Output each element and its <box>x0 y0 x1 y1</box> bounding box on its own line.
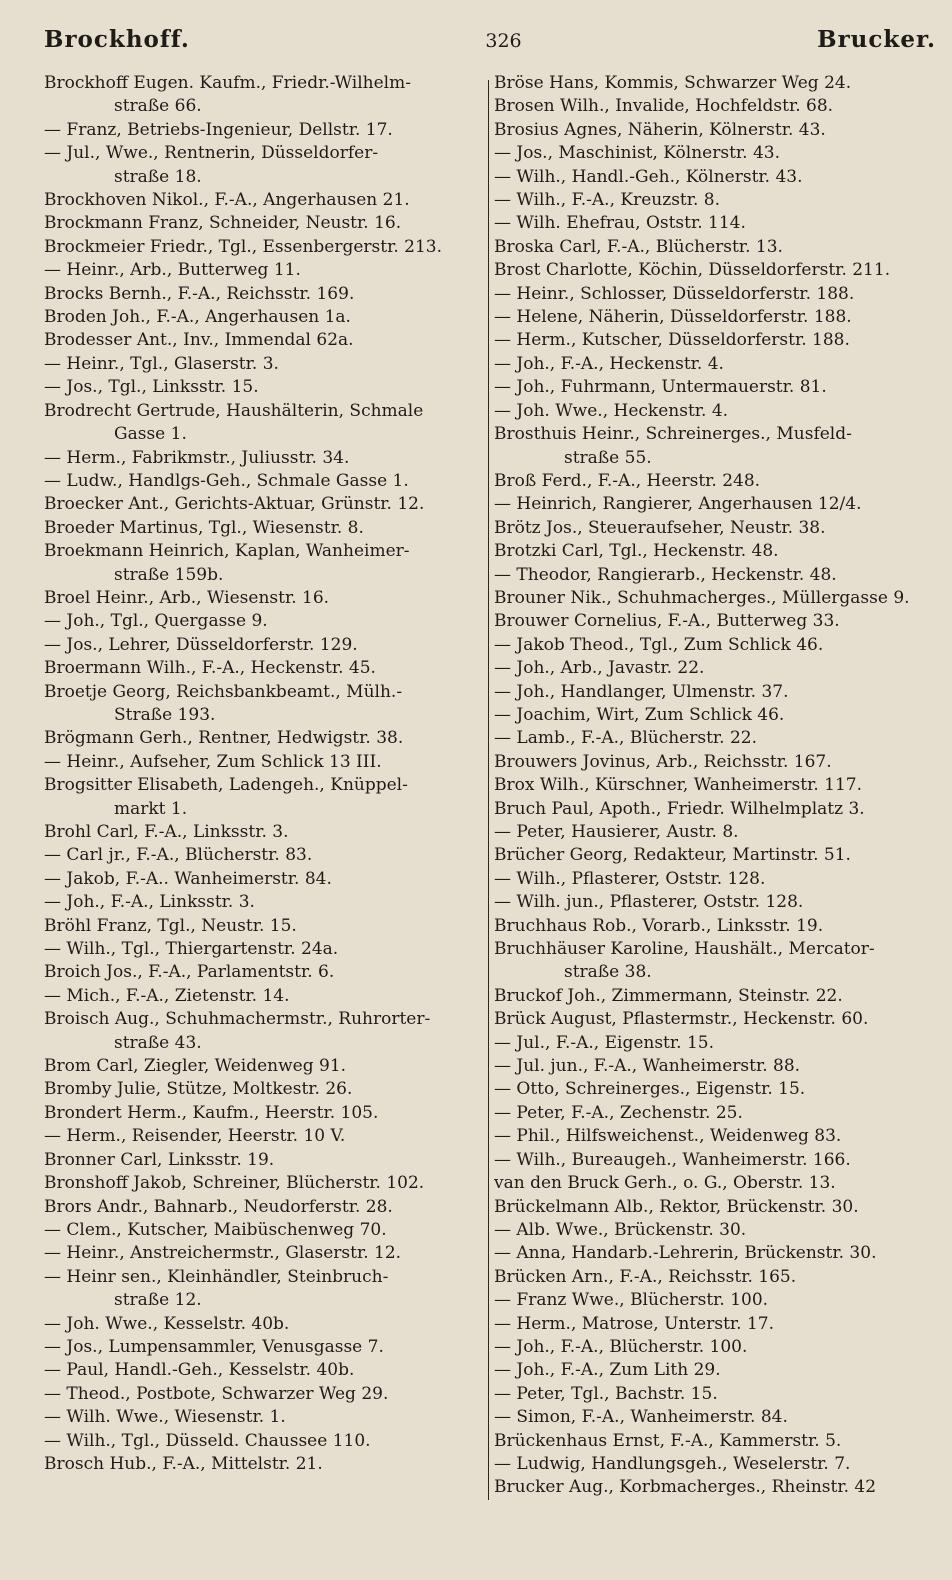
entry-text: — Joh., Fuhrmann, Untermauerstr. 81. <box>494 377 827 398</box>
entry-text: Brotzki Carl, Tgl., Heckenstr. 48. <box>494 541 779 562</box>
entry-text: Brockhoff Eugen. Kaufm., Friedr.-Wilhelm- <box>44 73 411 93</box>
entry-text: — Jakob Theod., Tgl., Zum Schlick 46. <box>494 634 824 655</box>
entry-text: — Carl jr., F.-A., Blücherstr. 83. <box>44 845 313 866</box>
entry-text: Broich Jos., F.-A., Parlamentstr. 6. <box>44 962 335 983</box>
entry-text: — Ludwig, Handlungsgeh., Weselerstr. 7. <box>494 1453 851 1474</box>
entry-continuation: straße 66. <box>114 96 202 117</box>
directory-entry <box>494 821 936 844</box>
directory-entry <box>494 1359 936 1382</box>
entry-text: Bronner Carl, Linksstr. 19. <box>44 1149 275 1170</box>
entry-text: — Lamb., F.-A., Blücherstr. 22. <box>494 728 758 749</box>
entry-text: — Heinr sen., Kleinhändler, Steinbruch- <box>44 1266 389 1287</box>
directory-entry <box>44 938 470 961</box>
directory-entry <box>44 961 470 984</box>
entry-text: — Heinrich, Rangierer, Angerhausen 12/4. <box>494 494 862 515</box>
directory-entry <box>494 798 936 821</box>
entry-text: — Joh., F.-A., Blücherstr. 100. <box>494 1336 748 1357</box>
entry-text: — Joachim, Wirt, Zum Schlick 46. <box>494 704 785 725</box>
entry-text: — Wilh., Tgl., Thiergartenstr. 24a. <box>44 939 339 960</box>
entry-text: — Jos., Maschinist, Kölnerstr. 43. <box>494 143 781 164</box>
entry-text: — Herm., Matrose, Unterstr. 17. <box>494 1313 775 1334</box>
entry-text: — Peter, F.-A., Zechenstr. 25. <box>494 1102 743 1123</box>
directory-entry <box>44 681 470 728</box>
directory-entry <box>494 1266 936 1289</box>
entry-text: — Theod., Postbote, Schwarzer Weg 29. <box>44 1383 389 1404</box>
directory-entry <box>44 493 470 516</box>
directory-entry <box>494 540 936 563</box>
directory-entry <box>494 774 936 797</box>
directory-entry <box>44 634 470 657</box>
directory-entry <box>494 329 936 352</box>
directory-entry <box>44 119 470 142</box>
left-column <box>44 72 482 1500</box>
directory-entry <box>44 891 470 914</box>
directory-entry <box>44 353 470 376</box>
entry-text: Bronshoff Jakob, Schreiner, Blücherstr. 102. <box>44 1173 425 1194</box>
entry-text: — Peter, Tgl., Bachstr. 15. <box>494 1383 718 1404</box>
directory-entry <box>44 283 470 306</box>
directory-entry <box>44 1172 470 1195</box>
entry-text: Brohl Carl, F.-A., Linksstr. 3. <box>44 822 289 842</box>
directory-entry <box>44 1336 470 1359</box>
directory-entry <box>44 1055 470 1078</box>
directory-entry <box>494 1289 936 1312</box>
directory-entry <box>44 1242 470 1265</box>
entry-text: — Heinr., Anstreichermstr., Glaserstr. 12. <box>44 1243 402 1264</box>
entry-text: Broden Joh., F.-A., Angerhausen 1a. <box>44 307 351 328</box>
entry-text: Brücher Georg, Redakteur, Martinstr. 51. <box>494 845 851 866</box>
directory-entry <box>494 119 936 142</box>
directory-entry <box>494 1008 936 1031</box>
directory-entry <box>494 189 936 212</box>
entry-text: van den Bruck Gerh., o. G., Oberstr. 13. <box>494 1173 836 1194</box>
entry-text: Broekmann Heinrich, Kaplan, Wanheimer- <box>44 541 410 562</box>
directory-entry <box>494 985 936 1008</box>
directory-entry <box>44 1219 470 1242</box>
header-left-keyword: Brockhoff. <box>44 26 190 53</box>
directory-entry <box>494 1313 936 1336</box>
entry-text: — Jos., Lumpensammler, Venusgasse 7. <box>44 1336 384 1357</box>
entry-text: Brück August, Pflastermstr., Heckenstr. 60. <box>494 1009 869 1030</box>
entry-text: — Phil., Hilfsweichenst., Weidenweg 83. <box>494 1126 842 1147</box>
directory-entry <box>494 1149 936 1172</box>
directory-entry <box>494 1196 936 1219</box>
entry-text: Brötz Jos., Steueraufseher, Neustr. 38. <box>494 517 826 538</box>
entry-text: Brückenhaus Ernst, F.-A., Kammerstr. 5. <box>494 1430 842 1451</box>
directory-entry <box>44 985 470 1008</box>
directory-entry <box>44 727 470 750</box>
entry-text: — Peter, Hausierer, Austr. 8. <box>494 822 739 842</box>
entry-text: — Jos., Lehrer, Düsseldorferstr. 129. <box>44 634 358 655</box>
entry-continuation: straße 12. <box>114 1290 202 1311</box>
directory-entry <box>494 610 936 633</box>
entry-text: — Jul. jun., F.-A., Wanheimerstr. 88. <box>494 1056 801 1077</box>
directory-entry <box>44 1453 470 1476</box>
entry-text: Brockhoven Nikol., F.-A., Angerhausen 21. <box>44 190 410 211</box>
directory-entry <box>44 236 470 259</box>
directory-entry <box>44 1149 470 1172</box>
directory-entry <box>494 1102 936 1125</box>
entry-text: Brögmann Gerh., Rentner, Hedwigstr. 38. <box>44 728 404 749</box>
entry-text: Bröhl Franz, Tgl., Neustr. 15. <box>44 915 297 936</box>
entry-text: — Joh., Tgl., Quergasse 9. <box>44 611 268 632</box>
directory-entry <box>494 1242 936 1265</box>
entry-text: Broermann Wilh., F.-A., Heckenstr. 45. <box>44 658 376 679</box>
column-divider <box>488 80 489 1500</box>
directory-entry <box>494 1383 936 1406</box>
directory-entry <box>494 657 936 680</box>
columns <box>44 72 936 1500</box>
right-column <box>482 72 936 1500</box>
entry-text: Brom Carl, Ziegler, Weidenweg 91. <box>44 1056 347 1077</box>
directory-entry <box>494 400 936 423</box>
entry-text: — Joh. Wwe., Heckenstr. 4. <box>494 400 729 421</box>
entry-text: — Franz Wwe., Blücherstr. 100. <box>494 1290 769 1311</box>
directory-entry <box>494 1430 936 1453</box>
directory-entry <box>44 517 470 540</box>
directory-entry <box>494 423 936 470</box>
entry-text: — Wilh. Ehefrau, Oststr. 114. <box>494 213 746 234</box>
entry-text: — Wilh., Tgl., Düsseld. Chaussee 110. <box>44 1430 371 1451</box>
entry-text: Brücken Arn., F.-A., Reichsstr. 165. <box>494 1266 797 1287</box>
directory-entry <box>44 657 470 680</box>
directory-entry <box>44 259 470 282</box>
directory-entry <box>494 1032 936 1055</box>
directory-entry <box>44 1266 470 1313</box>
entry-text: — Theodor, Rangierarb., Heckenstr. 48. <box>494 564 837 585</box>
entry-text: Brosius Agnes, Näherin, Kölnerstr. 43. <box>494 119 826 140</box>
entry-text: — Otto, Schreinerges., Eigenstr. 15. <box>494 1079 806 1100</box>
entry-text: Bruch Paul, Apoth., Friedr. Wilhelmplatz 3. <box>494 798 865 819</box>
directory-entry <box>44 751 470 774</box>
directory-entry <box>494 1336 936 1359</box>
entry-text: Brouner Nik., Schuhmacherges., Müllergasse 9. <box>494 587 910 608</box>
entry-text: — Wilh., Pflasterer, Oststr. 128. <box>494 868 766 889</box>
entry-text: Bromby Julie, Stütze, Moltkestr. 26. <box>44 1079 353 1100</box>
entry-text: Brouwers Jovinus, Arb., Reichsstr. 167. <box>494 751 832 772</box>
directory-entry <box>44 1078 470 1101</box>
entry-text: Brosch Hub., F.-A., Mittelstr. 21. <box>44 1453 323 1474</box>
entry-text: — Helene, Näherin, Düsseldorferstr. 188. <box>494 307 852 328</box>
page-header <box>44 26 936 72</box>
directory-entry <box>44 212 470 235</box>
directory-entry <box>44 540 470 587</box>
entry-text: — Franz, Betriebs-Ingenieur, Dellstr. 17. <box>44 119 393 140</box>
entry-text: — Wilh., Bureaugeh., Wanheimerstr. 166. <box>494 1149 851 1170</box>
entry-text: Brouwer Cornelius, F.-A., Butterweg 33. <box>494 611 840 632</box>
entry-text: — Clem., Kutscher, Maibüschenweg 70. <box>44 1219 387 1240</box>
directory-entry <box>494 1453 936 1476</box>
entry-text: — Herm., Fabrikmstr., Juliusstr. 34. <box>44 447 350 468</box>
directory-entry <box>494 681 936 704</box>
entry-text: — Alb. Wwe., Brückenstr. 30. <box>494 1219 747 1240</box>
entry-continuation: straße 38. <box>564 962 652 983</box>
directory-entry <box>44 587 470 610</box>
directory-entry <box>494 727 936 750</box>
entry-continuation: Straße 193. <box>114 704 216 725</box>
directory-entry <box>44 1125 470 1148</box>
entry-text: — Jul., Wwe., Rentnerin, Düsseldorfer- <box>44 143 379 164</box>
entry-continuation: straße 18. <box>114 166 202 187</box>
entry-text: Brockmeier Friedr., Tgl., Essenbergerstr. 213. <box>44 236 443 257</box>
entry-text: — Simon, F.-A., Wanheimerstr. 84. <box>494 1407 788 1428</box>
entry-text: — Wilh. jun., Pflasterer, Oststr. 128. <box>494 892 804 913</box>
directory-entry <box>494 704 936 727</box>
directory-entry <box>494 376 936 399</box>
entry-text: — Jos., Tgl., Linksstr. 15. <box>44 377 259 398</box>
directory-entry <box>494 564 936 587</box>
entry-text: — Wilh., F.-A., Kreuzstr. 8. <box>494 190 721 211</box>
directory-entry <box>494 236 936 259</box>
directory-entry <box>494 259 936 282</box>
header-right-keyword: Brucker. <box>817 26 936 53</box>
entry-text: — Joh., Arb., Javastr. 22. <box>494 658 705 679</box>
entry-text: Broecker Ant., Gerichts-Aktuar, Grünstr. 12. <box>44 494 425 515</box>
entry-text: — Heinr., Aufseher, Zum Schlick 13 III. <box>44 751 382 772</box>
directory-entry <box>494 587 936 610</box>
entry-text: Brückelmann Alb., Rektor, Brückenstr. 30. <box>494 1196 859 1217</box>
entry-text: Brosen Wilh., Invalide, Hochfeldstr. 68. <box>494 96 834 117</box>
directory-entry <box>494 1219 936 1242</box>
directory-entry <box>44 915 470 938</box>
directory-entry <box>44 1359 470 1382</box>
entry-text: Broetje Georg, Reichsbankbeamt., Mülh.- <box>44 681 403 702</box>
directory-entry <box>44 142 470 189</box>
entry-text: Brost Charlotte, Köchin, Düsseldorferstr. 211. <box>494 260 891 281</box>
directory-entry <box>44 447 470 470</box>
entry-text: — Ludw., Handlgs-Geh., Schmale Gasse 1. <box>44 470 409 491</box>
entry-text: Brodrecht Gertrude, Haushälterin, Schmale <box>44 400 424 421</box>
entry-text: — Herm., Reisender, Heerstr. 10 V. <box>44 1126 346 1147</box>
directory-entry <box>494 1172 936 1195</box>
entry-continuation: straße 159b. <box>114 564 224 585</box>
directory-entry <box>44 868 470 891</box>
directory-entry <box>494 470 936 493</box>
entry-text: — Heinr., Tgl., Glaserstr. 3. <box>44 353 279 374</box>
entry-text: — Joh., F.-A., Heckenstr. 4. <box>494 353 724 374</box>
directory-entry <box>44 189 470 212</box>
directory-entry <box>44 821 470 844</box>
directory-entry <box>44 400 470 447</box>
directory-entry <box>494 1476 936 1499</box>
entry-text: Brosthuis Heinr., Schreinerges., Musfeld- <box>494 424 852 445</box>
entry-text: — Paul, Handl.-Geh., Kesselstr. 40b. <box>44 1360 355 1381</box>
entry-text: Broeder Martinus, Tgl., Wiesenstr. 8. <box>44 517 364 538</box>
entry-text: Bruchhaus Rob., Vorarb., Linksstr. 19. <box>494 915 824 936</box>
entry-text: — Wilh. Wwe., Wiesenstr. 1. <box>44 1407 286 1428</box>
directory-entry <box>44 1313 470 1336</box>
entry-continuation: markt 1. <box>114 798 188 819</box>
directory-entry <box>494 72 936 95</box>
entry-text: — Mich., F.-A., Zietenstr. 14. <box>44 985 290 1006</box>
directory-entry <box>494 212 936 235</box>
directory-entry <box>44 1196 470 1219</box>
directory-entry <box>494 283 936 306</box>
entry-text: — Heinr., Schlosser, Düsseldorferstr. 188. <box>494 283 855 304</box>
entry-text: Broß Ferd., F.-A., Heerstr. 248. <box>494 470 761 491</box>
directory-entry <box>44 376 470 399</box>
entry-text: Brucker Aug., Korbmacherges., Rheinstr. 42 <box>494 1477 877 1498</box>
directory-entry <box>44 774 470 821</box>
directory-entry <box>494 915 936 938</box>
entry-continuation: straße 43. <box>114 1032 202 1053</box>
directory-entry <box>44 1430 470 1453</box>
directory-entry <box>494 1406 936 1429</box>
entry-text: — Jakob, F.-A.. Wanheimerstr. 84. <box>44 868 332 889</box>
directory-entry <box>44 72 470 119</box>
entry-text: Brondert Herm., Kaufm., Heerstr. 105. <box>44 1102 379 1123</box>
directory-entry <box>44 610 470 633</box>
directory-entry <box>494 1055 936 1078</box>
directory-entry <box>494 1078 936 1101</box>
entry-text: — Joh. Wwe., Kesselstr. 40b. <box>44 1313 290 1334</box>
entry-text: — Joh., F.-A., Linksstr. 3. <box>44 892 255 913</box>
entry-text: — Jul., F.-A., Eigenstr. 15. <box>494 1032 714 1053</box>
entry-continuation: Gasse 1. <box>114 424 187 445</box>
entry-continuation: straße 55. <box>564 447 652 468</box>
entry-text: Bröse Hans, Kommis, Schwarzer Weg 24. <box>494 73 852 93</box>
directory-entry <box>494 517 936 540</box>
directory-entry <box>494 891 936 914</box>
directory-entry <box>494 95 936 118</box>
entry-text: — Heinr., Arb., Butterweg 11. <box>44 260 301 281</box>
directory-entry <box>494 938 936 985</box>
entry-text: Broska Carl, F.-A., Blücherstr. 13. <box>494 236 783 257</box>
entry-text: Brogsitter Elisabeth, Ladengeh., Knüppel- <box>44 775 408 796</box>
directory-entry <box>44 1102 470 1125</box>
entry-text: — Wilh., Handl.-Geh., Kölnerstr. 43. <box>494 166 803 187</box>
directory-entry <box>44 306 470 329</box>
entry-text: — Anna, Handarb.-Lehrerin, Brückenstr. 30. <box>494 1243 877 1264</box>
entry-text: — Joh., F.-A., Zum Lith 29. <box>494 1360 721 1381</box>
entry-text: Broel Heinr., Arb., Wiesenstr. 16. <box>44 587 330 608</box>
directory-entry <box>494 142 936 165</box>
directory-entry <box>494 844 936 867</box>
entry-text: Brockmann Franz, Schneider, Neustr. 16. <box>44 213 402 234</box>
directory-entry <box>44 470 470 493</box>
directory-entry <box>494 1125 936 1148</box>
entry-text: Broisch Aug., Schuhmachermstr., Ruhrorter- <box>44 1009 431 1030</box>
directory-entry <box>494 634 936 657</box>
directory-entry <box>44 844 470 867</box>
directory-entry <box>44 1383 470 1406</box>
entry-text: — Joh., Handlanger, Ulmenstr. 37. <box>494 681 789 702</box>
directory-entry <box>494 868 936 891</box>
page-number: 326 <box>485 30 522 52</box>
entry-text: — Herm., Kutscher, Düsseldorferstr. 188. <box>494 330 850 351</box>
directory-entry <box>494 306 936 329</box>
entry-text: Bruckof Joh., Zimmermann, Steinstr. 22. <box>494 985 843 1006</box>
directory-entry <box>494 353 936 376</box>
entry-text: Brodesser Ant., Inv., Immendal 62a. <box>44 330 354 351</box>
entry-text: Brors Andr., Bahnarb., Neudorferstr. 28. <box>44 1196 393 1217</box>
directory-entry <box>494 166 936 189</box>
directory-entry <box>494 493 936 516</box>
directory-entry <box>494 751 936 774</box>
entry-text: Brocks Bernh., F.-A., Reichsstr. 169. <box>44 283 355 304</box>
directory-entry <box>44 1008 470 1055</box>
entry-text: Bruchhäuser Karoline, Haushält., Mercator- <box>494 939 875 960</box>
directory-entry <box>44 1406 470 1429</box>
directory-entry <box>44 329 470 352</box>
entry-text: Brox Wilh., Kürschner, Wanheimerstr. 117. <box>494 775 863 796</box>
